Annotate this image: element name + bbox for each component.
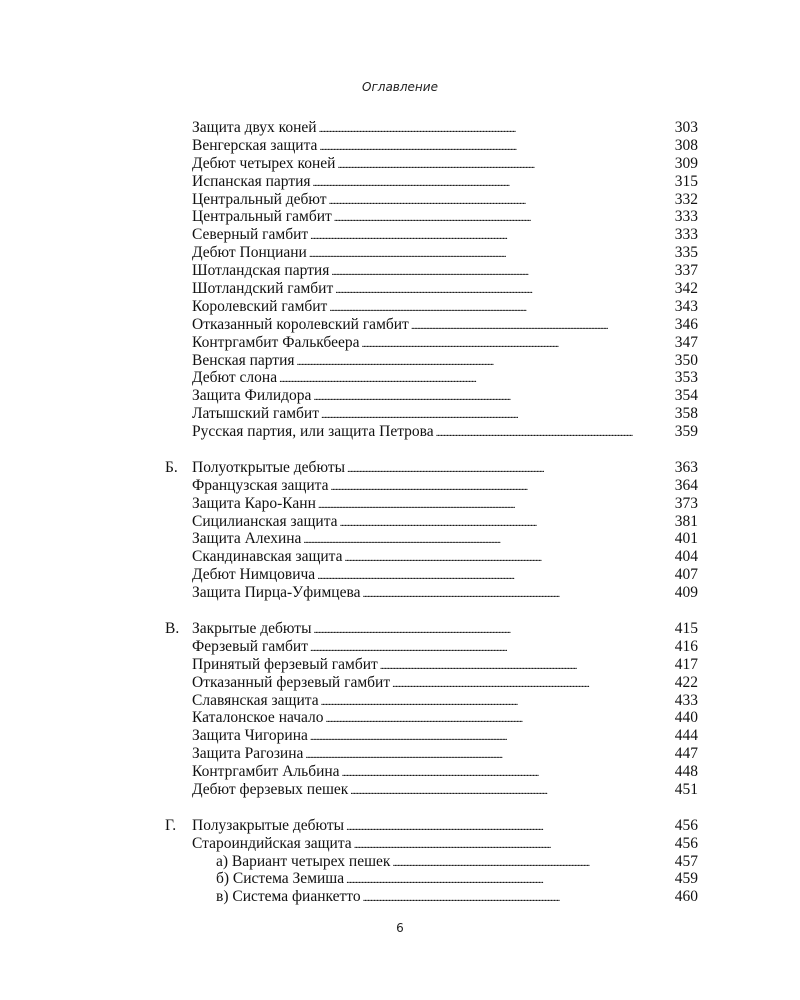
toc-entry xyxy=(165,405,698,423)
toc-entry-title: Шотландский гамбит xyxy=(192,280,334,298)
toc-entry-page: 343 xyxy=(674,297,698,315)
toc-entry-page: 350 xyxy=(674,351,698,369)
toc-entry-page: 404 xyxy=(674,548,698,566)
toc-entry-title: Принятый ферзевый гамбит xyxy=(192,655,378,673)
toc-entry-title: Русская партия, или защита Петрова xyxy=(192,423,434,441)
toc-entry xyxy=(165,119,698,137)
dot-leader xyxy=(350,781,670,801)
toc-entry xyxy=(165,548,698,566)
toc-entry-title: Скандинавская защита xyxy=(192,548,343,566)
section-letter: Г. xyxy=(165,816,177,834)
toc-entry xyxy=(165,387,698,405)
toc-entry xyxy=(165,638,698,656)
page-number: 6 xyxy=(396,921,404,935)
toc-entry xyxy=(165,835,698,853)
table-of-contents xyxy=(165,119,698,906)
toc-entry-page: 433 xyxy=(674,691,698,709)
toc-entry xyxy=(165,477,698,495)
toc-subentry-page: 457 xyxy=(674,852,698,870)
toc-entry xyxy=(165,745,698,763)
toc-entry xyxy=(165,280,698,298)
toc-entry xyxy=(165,674,698,692)
toc-section-heading xyxy=(165,817,698,835)
toc-subentry-title: б) Система Земиша xyxy=(216,870,345,888)
toc-entry-page: 422 xyxy=(674,673,698,691)
section-letter: В. xyxy=(165,619,180,637)
section-title: Полуоткрытые дебюты xyxy=(192,458,346,476)
toc-entry xyxy=(165,262,698,280)
toc-entry xyxy=(165,244,698,262)
toc-entry-page: 353 xyxy=(674,369,698,387)
running-header: Оглавление xyxy=(362,80,438,94)
toc-entry-page: 451 xyxy=(674,780,698,798)
dot-leader xyxy=(363,888,670,908)
toc-subentry-page: 459 xyxy=(674,870,698,888)
toc-entry-title: Дебют ферзевых пешек xyxy=(192,780,349,798)
toc-entry xyxy=(165,208,698,226)
toc-entry-page: 417 xyxy=(674,655,698,673)
toc-entry-page: 335 xyxy=(674,244,698,262)
toc-entry-page: 354 xyxy=(674,387,698,405)
toc-entry-page: 309 xyxy=(674,154,698,172)
toc-entry-title: Испанская партия xyxy=(192,172,311,190)
toc-entry-title: Центральный дебют xyxy=(192,190,327,208)
toc-entry-page: 440 xyxy=(674,709,698,727)
toc-entry-title: Дебют Нимцовича xyxy=(192,566,316,584)
toc-entry-page: 358 xyxy=(674,405,698,423)
toc-entry xyxy=(165,137,698,155)
toc-entry-page: 303 xyxy=(674,119,698,136)
toc-entry-title: Защита двух коней xyxy=(192,119,317,136)
toc-entry-page: 373 xyxy=(674,494,698,512)
toc-entry-title: Северный гамбит xyxy=(192,226,309,244)
toc-entry xyxy=(165,173,698,191)
toc-entry-page: 333 xyxy=(674,208,698,226)
toc-entry-title: Ферзевый гамбит xyxy=(192,637,308,655)
toc-entry xyxy=(165,727,698,745)
toc-entry-page: 364 xyxy=(674,476,698,494)
toc-entry xyxy=(165,513,698,531)
toc-subentry xyxy=(165,870,698,888)
toc-entry xyxy=(165,566,698,584)
toc-entry-title: Защита Алехина xyxy=(192,530,302,548)
dot-leader xyxy=(362,584,670,604)
toc-entry-title: Староиндийская защита xyxy=(192,834,352,852)
toc-entry-page: 444 xyxy=(674,727,698,745)
toc-entry-title: Французская защита xyxy=(192,476,329,494)
toc-section-heading xyxy=(165,620,698,638)
toc-entry-title: Защита Чигорина xyxy=(192,727,308,745)
toc-entry-title: Шотландская партия xyxy=(192,262,330,280)
toc-entry xyxy=(165,495,698,513)
toc-entry-page: 337 xyxy=(674,262,698,280)
toc-entry xyxy=(165,656,698,674)
toc-entry-page: 308 xyxy=(674,136,698,154)
toc-entry-title: Защита Филидора xyxy=(192,387,312,405)
toc-entry-title: Славянская защита xyxy=(192,691,319,709)
toc-entry xyxy=(165,191,698,209)
toc-entry-title: Латышский гамбит xyxy=(192,405,319,423)
dot-leader xyxy=(436,423,670,443)
section-page: 456 xyxy=(674,816,698,834)
toc-section-heading xyxy=(165,459,698,477)
toc-entry xyxy=(165,155,698,173)
toc-entry-page: 401 xyxy=(674,530,698,548)
toc-entry-title: Защита Каро-Канн xyxy=(192,494,316,512)
toc-entry-title: Сицилианская защита xyxy=(192,512,338,530)
toc-entry-title: Контргамбит Фалькбеера xyxy=(192,333,360,351)
toc-entry-title: Королевский гамбит xyxy=(192,297,328,315)
section-gap xyxy=(165,602,698,620)
toc-entry-page: 332 xyxy=(674,190,698,208)
section-page: 363 xyxy=(674,458,698,476)
toc-entry xyxy=(165,423,698,441)
toc-subentry-title: в) Система фианкетто xyxy=(216,888,361,906)
toc-subentry xyxy=(165,853,698,871)
toc-entry-page: 407 xyxy=(674,566,698,584)
section-gap xyxy=(165,441,698,459)
toc-entry-page: 346 xyxy=(674,315,698,333)
toc-entry xyxy=(165,763,698,781)
toc-entry-page: 448 xyxy=(674,763,698,781)
section-title: Закрытые дебюты xyxy=(192,619,312,637)
toc-entry xyxy=(165,584,698,602)
toc-entry xyxy=(165,226,698,244)
toc-entry-page: 347 xyxy=(674,333,698,351)
toc-entry-title: Каталонское начало xyxy=(192,709,324,727)
toc-entry xyxy=(165,334,698,352)
toc-entry-title: Защита Пирца-Уфимцева xyxy=(192,584,361,602)
toc-entry xyxy=(165,369,698,387)
toc-entry-title: Венгерская защита xyxy=(192,136,318,154)
toc-entry-title: Отказанный королевский гамбит xyxy=(192,315,409,333)
toc-entry xyxy=(165,316,698,334)
toc-entry-title: Дебют четырех коней xyxy=(192,154,336,172)
toc-entry-title: Центральный гамбит xyxy=(192,208,332,226)
toc-entry-title: Венская партия xyxy=(192,351,295,369)
toc-entry-page: 333 xyxy=(674,226,698,244)
toc-entry xyxy=(165,692,698,710)
toc-entry xyxy=(165,530,698,548)
toc-entry-title: Дебют слона xyxy=(192,369,278,387)
section-title: Полузакрытые дебюты xyxy=(192,816,345,834)
toc-entry-page: 447 xyxy=(674,745,698,763)
toc-entry xyxy=(165,709,698,727)
toc-entry-page: 342 xyxy=(674,280,698,298)
section-page: 415 xyxy=(674,619,698,637)
toc-entry-title: Защита Рагозина xyxy=(192,745,304,763)
toc-entry-page: 456 xyxy=(674,834,698,852)
toc-entry-page: 381 xyxy=(674,512,698,530)
toc-entry xyxy=(165,352,698,370)
toc-entry-title: Отказанный ферзевый гамбит xyxy=(192,673,391,691)
toc-entry-page: 315 xyxy=(674,172,698,190)
section-gap xyxy=(165,799,698,817)
toc-entry-page: 416 xyxy=(674,637,698,655)
section-letter: Б. xyxy=(165,458,178,476)
toc-subentry-title: а) Вариант четырех пешек xyxy=(216,852,391,870)
toc-entry-page: 409 xyxy=(674,584,698,602)
toc-entry xyxy=(165,781,698,799)
toc-entry-page: 359 xyxy=(674,423,698,441)
toc-entry-title: Дебют Понциани xyxy=(192,244,307,262)
toc-entry-title: Контргамбит Альбина xyxy=(192,763,340,781)
toc-entry xyxy=(165,298,698,316)
toc-subentry xyxy=(165,888,698,906)
toc-subentry-page: 460 xyxy=(674,888,698,906)
